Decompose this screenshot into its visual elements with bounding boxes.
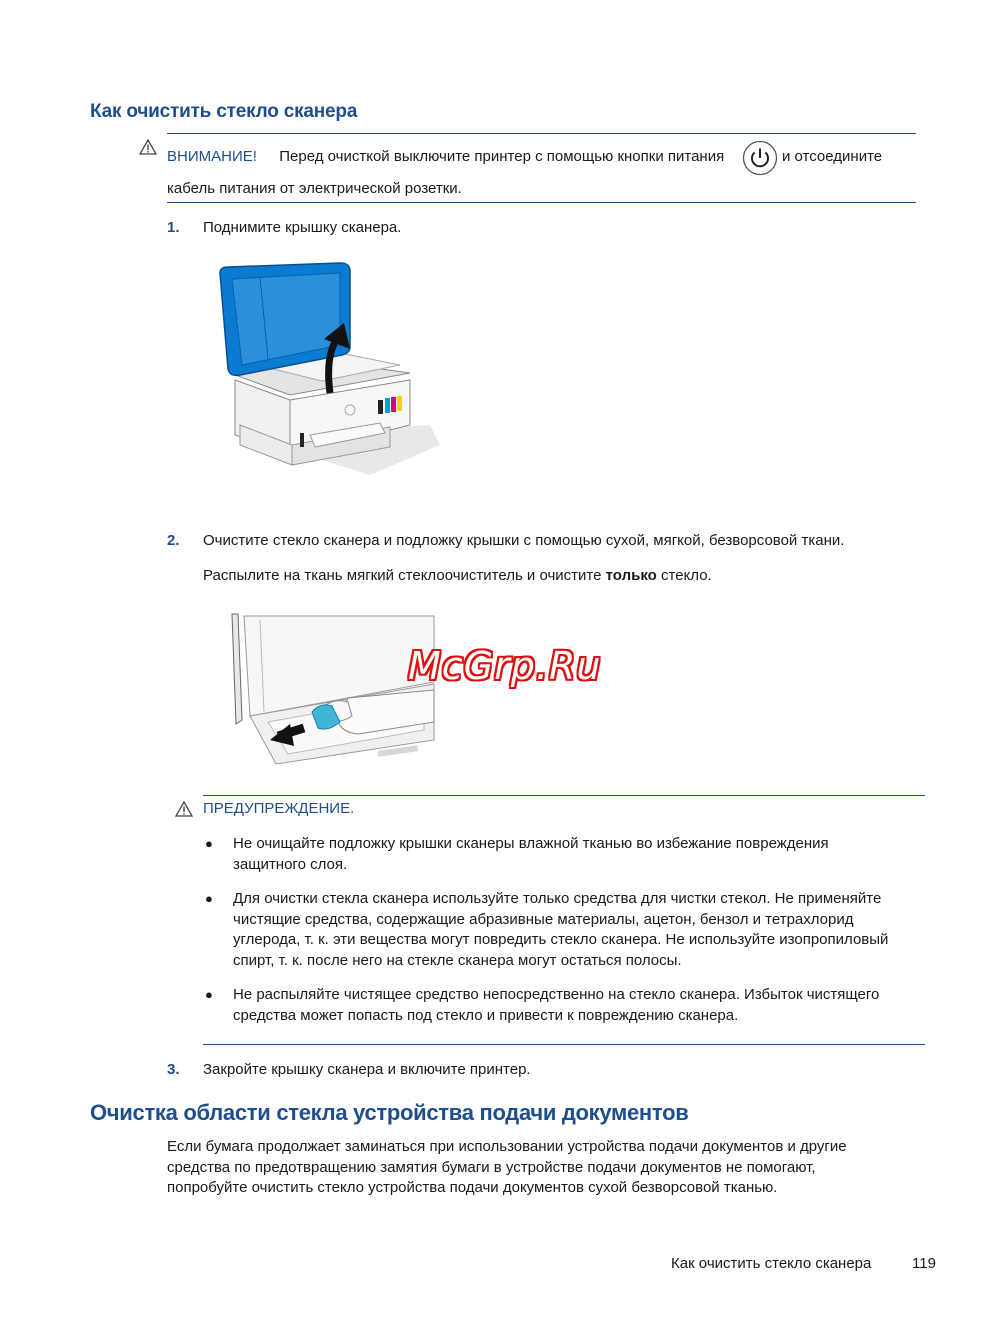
footer-section-name: Как очистить стекло сканера (671, 1255, 872, 1272)
warning-item-1 (233, 834, 829, 875)
warning-item-3 (233, 985, 879, 1026)
step-2-number: 2. (167, 532, 180, 549)
step-2-subtext-part-1: Распылите на ткань мягкий стеклоочиститель и очистите (203, 567, 606, 584)
warning-item-1-line-2: защитного слоя. (233, 855, 348, 873)
warning-item-2 (233, 889, 888, 971)
section-2-line-2: средства по предотвращению замятия бумаги в устройстве подачи документов не помогают, (167, 1158, 816, 1176)
section-2-title: Очистка области стекла устройства подачи документов (90, 1100, 689, 1125)
step-1-number: 1. (167, 219, 180, 236)
bullet-icon: ● (205, 987, 213, 1002)
printer-lid-open-illustration (210, 255, 450, 484)
warning-item-2-line-1: Для очистки стекла сканера используйте только средства для чистки стекол. Не применяйте (233, 890, 882, 907)
warning-label: ПРЕДУПРЕЖДЕНИЕ. (203, 800, 355, 817)
step-2-subtext (203, 566, 712, 587)
section-2-line-1: Если бумага продолжает заминаться при использовании устройства подачи документов и другие (167, 1138, 847, 1155)
caution-top-rule (167, 133, 916, 134)
step-2-text: Очистите стекло сканера и подложку крышки с помощью сухой, мягкой, безворсовой ткани. (203, 532, 845, 549)
caution-bottom-rule (167, 202, 916, 203)
warning-item-3-line-1: Не распыляйте чистящее средство непосредственно на стекло сканера. Избыток чистящего (233, 986, 880, 1003)
step-2-subtext-bold: только (605, 567, 657, 584)
warning-item-2-line-3: углерода, т. к. эти вещества могут повредить стекло сканера. Не используйте изопропиловый (233, 931, 889, 948)
footer-page-number: 119 (912, 1255, 936, 1272)
warning-item-3-line-2: средства может попасть под стекло и привести к повреждению сканера. (233, 1006, 739, 1024)
caution-text-before: Перед очисткой выключите принтер с помощью кнопки питания (279, 148, 725, 165)
step-3-number: 3. (167, 1061, 180, 1078)
caution-label: ВНИМАНИЕ! (167, 148, 257, 165)
warning-bottom-rule (203, 1044, 925, 1045)
power-button-icon (742, 140, 778, 176)
warning-top-rule (203, 795, 925, 796)
wiping-glass-illustration (228, 612, 438, 771)
watermark-text: McGrp.Ru (408, 644, 602, 688)
section-2-body (167, 1137, 847, 1199)
bullet-icon: ● (205, 891, 213, 906)
caution-text-after: и отсоедините (782, 148, 883, 165)
step-2-subtext-part-2: стекло. (656, 567, 712, 584)
bullet-icon: ● (205, 836, 213, 851)
section-title: Как очистить стекло сканера (90, 101, 358, 122)
caution-text-line-2: кабель питания от электрической розетки. (167, 180, 462, 197)
warning-item-1-line-1: Не очищайте подложку крышки сканеры влажной тканью во избежание повреждения (233, 835, 829, 852)
section-2-line-3: попробуйте очистить стекло устройства подачи документов сухой безворсовой тканью. (167, 1179, 778, 1196)
warning-item-2-line-2: чистящие средства, содержащие абразивные материалы, ацетон, бензол и тетрахлорид (233, 910, 854, 928)
warning-item-2-line-4: спирт, т. к. после него на стекле сканера могут остаться полосы. (233, 951, 682, 969)
step-3-text: Закройте крышку сканера и включите принтер. (203, 1061, 531, 1078)
caution-triangle-icon (139, 139, 157, 155)
step-1-text: Поднимите крышку сканера. (203, 219, 402, 236)
warning-triangle-icon (175, 801, 193, 817)
caution-line-1 (167, 147, 724, 168)
